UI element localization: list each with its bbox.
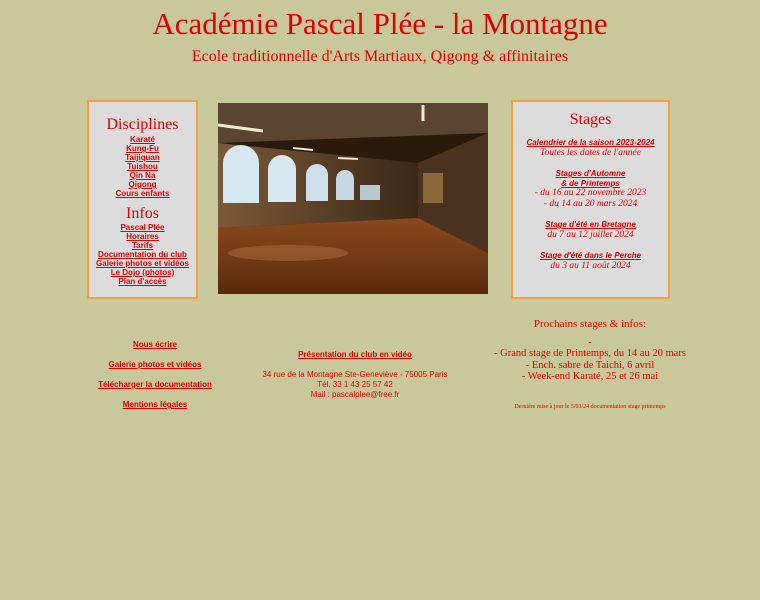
bretagne-date: du 7 au 12 juillet 2024 [547, 229, 634, 240]
infos-heading: Infos [126, 205, 159, 222]
news-item: - Week-end Karaté, 25 et 26 mai [521, 371, 659, 382]
link-galerie[interactable]: Galerie photos et vidéos [96, 259, 189, 268]
link-stage-bretagne[interactable]: Stage d'été en Bretagne [545, 220, 636, 229]
link-pascal-plee[interactable]: Pascal Plée [120, 223, 165, 232]
address: 34 rue de la Montagne Ste-Geneviève - 75005 Paris [262, 370, 448, 379]
automne-date-1: - du 16 au 22 novembre 2023 [534, 188, 647, 198]
stages-heading: Stages [569, 111, 612, 128]
left-nav-panel [87, 100, 198, 299]
news-item: - Grand stage de Printemps, du 14 au 20 mars [494, 348, 686, 359]
link-stage-perche[interactable]: Stage d'été dans le Perche [539, 251, 642, 260]
site-subtitle: Ecole traditionnelle d'Arts Martiaux, Qigong & affinitaires [191, 48, 569, 65]
link-karate[interactable]: Karaté [130, 135, 155, 144]
link-mentions-legales[interactable]: Mentions légales [122, 400, 188, 409]
link-presentation-video[interactable]: Présentation du club en vidéo [298, 350, 412, 359]
disciplines-heading: Disciplines [106, 116, 179, 133]
saison-desc: Toutes les dates de l'année [540, 147, 641, 158]
link-qigong[interactable]: Qigong [128, 180, 157, 189]
link-horaires[interactable]: Horaires [126, 232, 159, 241]
link-cours-enfants[interactable]: Cours enfants [115, 189, 170, 198]
perche-date: du 3 au 11 août 2024 [550, 260, 631, 271]
last-update: Dernière mise à jour le 5/03/24 documentation stage printemps [514, 403, 666, 410]
link-stages-automne[interactable]: Stages d'Automne [555, 169, 626, 178]
link-qin-na[interactable]: Qin Na [129, 171, 156, 180]
news-dash: - [588, 337, 592, 348]
stages-panel [511, 100, 670, 299]
link-calendrier-saison[interactable]: Calendrier de la saison 2023-2024 [526, 138, 655, 147]
contact-block [230, 350, 480, 400]
link-documentation[interactable]: Documentation du club [98, 250, 187, 259]
news-heading: Prochains stages & infos: [533, 318, 647, 330]
news-item: - Ench. sabre de Taichi, 6 avril [525, 359, 655, 371]
dojo-photo [218, 103, 488, 294]
link-dojo-photos[interactable]: Le Dojo (photos) [110, 268, 175, 277]
link-plan-acces[interactable]: Plan d'accès [118, 277, 167, 286]
link-stages-printemps[interactable]: & de Printemps [561, 178, 620, 188]
phone: Tél. 33 1 43 25 57 42 [317, 380, 393, 389]
link-nous-ecrire[interactable]: Nous écrire [132, 340, 178, 349]
link-tuishou[interactable]: Tuishou [127, 162, 158, 171]
link-kung-fu[interactable]: Kung-Fu [126, 144, 159, 153]
link-tarifs[interactable]: Tarifs [131, 241, 154, 250]
link-galerie-bottom[interactable]: Galerie photos et vidéos [108, 360, 202, 369]
automne-date-2: - du 14 au 20 mars 2024 [543, 198, 638, 209]
site-title: Académie Pascal Plée - la Montagne [152, 6, 608, 41]
link-telecharger-doc[interactable]: Télécharger la documentation [98, 380, 212, 389]
mail: Mail : pascalplee@free.fr [310, 390, 400, 399]
link-taijiquan[interactable]: Taijiquan [125, 153, 160, 162]
news-block [490, 318, 690, 411]
